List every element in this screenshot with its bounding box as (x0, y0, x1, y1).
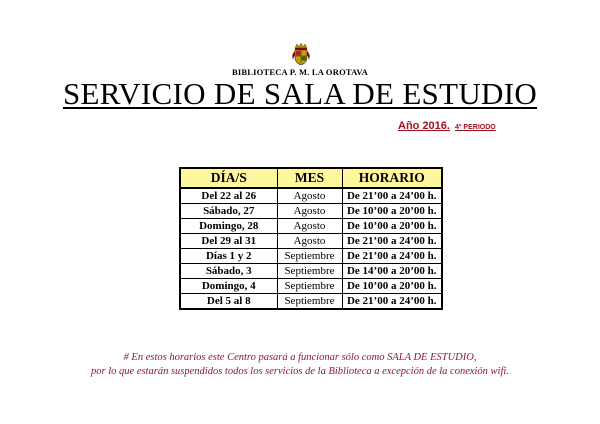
day-cell: Días 1 y 2 (180, 249, 277, 264)
schedule-table (179, 167, 443, 310)
year-label: Año 2016. (398, 120, 450, 132)
coat-of-arms-icon (290, 42, 312, 66)
table-row (180, 234, 442, 249)
day-cell: Del 22 al 26 (180, 188, 277, 204)
hours-cell: De 10’00 a 20’00 h. (342, 279, 442, 294)
day-cell: Domingo, 28 (180, 219, 277, 234)
month-cell: Agosto (277, 188, 342, 204)
hours-cell: De 21’00 a 24’00 h. (342, 188, 442, 204)
hours-cell: De 21’00 a 24’00 h. (342, 294, 442, 310)
month-cell: Agosto (277, 234, 342, 249)
page-title: SERVICIO DE SALA DE ESTUDIO (62, 76, 538, 111)
day-cell: Domingo, 4 (180, 279, 277, 294)
footnote-line-1: # En estos horarios este Centro pasará a funcionar sólo como SALA DE ESTUDIO, (123, 352, 477, 363)
day-cell: Del 5 al 8 (180, 294, 277, 310)
hours-cell: De 10’00 a 20’00 h. (342, 219, 442, 234)
footnote-line-2: por lo que estarán suspendidos todos los servicios de la Biblioteca a excepción de la conexión wifi. (91, 366, 509, 377)
hours-cell: De 14’00 a 20’00 h. (342, 264, 442, 279)
day-cell: Del 29 al 31 (180, 234, 277, 249)
day-cell: Sábado, 3 (180, 264, 277, 279)
month-cell: Septiembre (277, 294, 342, 310)
month-cell: Agosto (277, 219, 342, 234)
year-period (398, 120, 496, 132)
column-header-month: MES (277, 168, 342, 188)
library-name: BIBLIOTECA P. M. LA OROTAVA (232, 67, 368, 77)
hours-cell: De 10’00 a 20’00 h. (342, 204, 442, 219)
footnote (0, 351, 600, 379)
hours-cell: De 21’00 a 24’00 h. (342, 249, 442, 264)
table-row (180, 249, 442, 264)
table-row (180, 279, 442, 294)
table-header-row (180, 168, 442, 188)
table-row (180, 188, 442, 204)
period-label: 4º PERIODO (455, 124, 496, 131)
table-row (180, 219, 442, 234)
month-cell: Septiembre (277, 279, 342, 294)
month-cell: Agosto (277, 204, 342, 219)
hours-cell: De 21’00 a 24’00 h. (342, 234, 442, 249)
column-header-hours: HORARIO (342, 168, 442, 188)
day-cell: Sábado, 27 (180, 204, 277, 219)
table-row (180, 294, 442, 310)
table-row (180, 204, 442, 219)
column-header-days: DÍA/S (180, 168, 277, 188)
month-cell: Septiembre (277, 249, 342, 264)
month-cell: Septiembre (277, 264, 342, 279)
table-row (180, 264, 442, 279)
